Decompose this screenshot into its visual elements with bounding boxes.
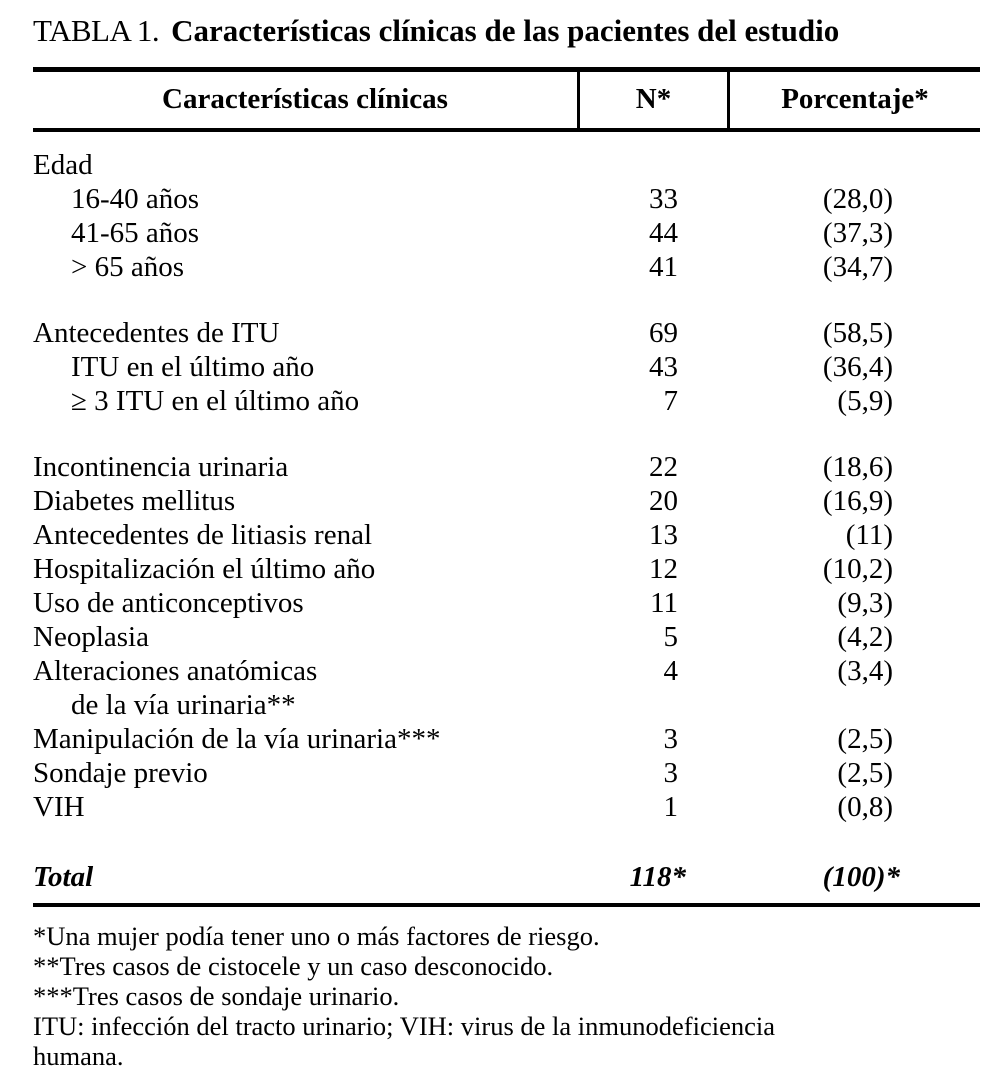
row-n-value: 4: [663, 655, 678, 687]
footnotes: [33, 907, 980, 1071]
row-label: Diabetes mellitus: [33, 485, 236, 517]
row-percentage-value: (5,9): [837, 385, 893, 417]
row-percentage-value: (36,4): [822, 351, 893, 383]
row-label: Hospitalización el último año: [33, 553, 376, 585]
table-row: [33, 182, 980, 216]
row-label: 41-65 años: [71, 217, 200, 249]
total-label: Total: [33, 861, 94, 893]
row-n-value: 22: [649, 451, 678, 483]
row-label: VIH: [33, 791, 85, 823]
row-label: Antecedentes de litiasis renal: [33, 519, 373, 551]
row-label: ITU en el último año: [71, 351, 315, 383]
table-row: [33, 756, 980, 790]
table-caption: Características clínicas de las pacientes del estudio: [171, 13, 840, 48]
row-n-value: 5: [663, 621, 678, 653]
row-label: Incontinencia urinaria: [33, 451, 289, 483]
row-percentage-value: (3,4): [837, 655, 893, 687]
table-row: [33, 350, 980, 384]
section-spacer: [33, 284, 980, 316]
table-number: TABLA 1.: [33, 13, 160, 48]
row-n-value: 1: [663, 791, 678, 823]
total-row: [33, 860, 980, 894]
row-label: Antecedentes de ITU: [33, 317, 280, 349]
table-row: [33, 552, 980, 586]
row-label: ≥ 3 ITU en el último año: [71, 385, 360, 417]
footnote-line: **Tres casos de cistocele y un caso desconocido.: [33, 951, 554, 981]
footnote-line: ITU: infección del tracto urinario; VIH: virus de la inmunodeficiencia: [33, 1011, 775, 1041]
table-body: [33, 132, 980, 824]
row-percentage-value: (4,2): [837, 621, 893, 653]
table-row: [33, 216, 980, 250]
row-n-value: 12: [649, 553, 678, 585]
table-row: [33, 790, 980, 824]
table-row: [33, 586, 980, 620]
table-row: [33, 654, 980, 688]
row-label: Edad: [33, 149, 93, 181]
table-row: [33, 250, 980, 284]
footnote-line: ***Tres casos de sondaje urinario.: [33, 981, 400, 1011]
row-n-value: 3: [663, 757, 678, 789]
row-n-value: [580, 148, 730, 182]
table-row: [33, 450, 980, 484]
row-percentage-value: [730, 148, 980, 182]
row-percentage-value: (16,9): [822, 485, 893, 517]
table-row: [33, 384, 980, 418]
row-percentage-value: (11): [845, 519, 893, 551]
row-percentage-value: (34,7): [822, 251, 893, 283]
row-percentage-value: (28,0): [822, 183, 893, 215]
row-percentage-value: (18,6): [822, 451, 893, 483]
table-header-row: [33, 67, 980, 132]
footnote-line: humana.: [33, 1041, 124, 1071]
row-n-value: 11: [650, 587, 678, 619]
header-characteristics: Características clínicas: [33, 72, 580, 128]
row-n-value: 20: [649, 485, 678, 517]
row-percentage-value: (37,3): [822, 217, 893, 249]
row-n-value: 3: [663, 723, 678, 755]
row-percentage-value: (58,5): [822, 317, 893, 349]
row-percentage-value: (10,2): [822, 553, 893, 585]
table-title: [33, 12, 980, 50]
table-row: [33, 148, 980, 182]
row-label: > 65 años: [71, 251, 185, 283]
row-percentage-value: (2,5): [837, 757, 893, 789]
row-percentage-value: (2,5): [837, 723, 893, 755]
table-row: [33, 484, 980, 518]
row-n-value: 43: [649, 351, 678, 383]
row-label: Neoplasia: [33, 621, 149, 653]
row-n-value: 69: [649, 317, 678, 349]
total-percentage-value: (100)*: [822, 861, 900, 893]
row-n-value: 13: [649, 519, 678, 551]
footnote-line: *Una mujer podía tener uno o más factores de riesgo.: [33, 921, 600, 951]
row-n-value: 33: [649, 183, 678, 215]
header-n: N*: [580, 72, 730, 128]
table-row: [33, 722, 980, 756]
section-spacer: [33, 418, 980, 450]
row-percentage-value: [730, 688, 980, 722]
row-n-value: 44: [649, 217, 678, 249]
row-label: Uso de anticonceptivos: [33, 587, 304, 619]
table-row: [33, 518, 980, 552]
row-label: 16-40 años: [71, 183, 200, 215]
total-n-value: 118*: [629, 861, 686, 893]
row-label: Sondaje previo: [33, 757, 208, 789]
row-n-value: 7: [663, 385, 678, 417]
table-row: [33, 620, 980, 654]
header-percentage: Porcentaje*: [781, 83, 929, 115]
row-n-value: 41: [649, 251, 678, 283]
table-row: [33, 316, 980, 350]
row-percentage-value: (0,8): [837, 791, 893, 823]
row-label: Manipulación de la vía urinaria***: [33, 723, 441, 755]
row-label: Alteraciones anatómicas: [33, 655, 318, 687]
row-percentage-value: (9,3): [837, 587, 893, 619]
table-row: [33, 688, 980, 722]
row-n-value: [580, 688, 730, 722]
row-label: de la vía urinaria**: [71, 689, 296, 721]
